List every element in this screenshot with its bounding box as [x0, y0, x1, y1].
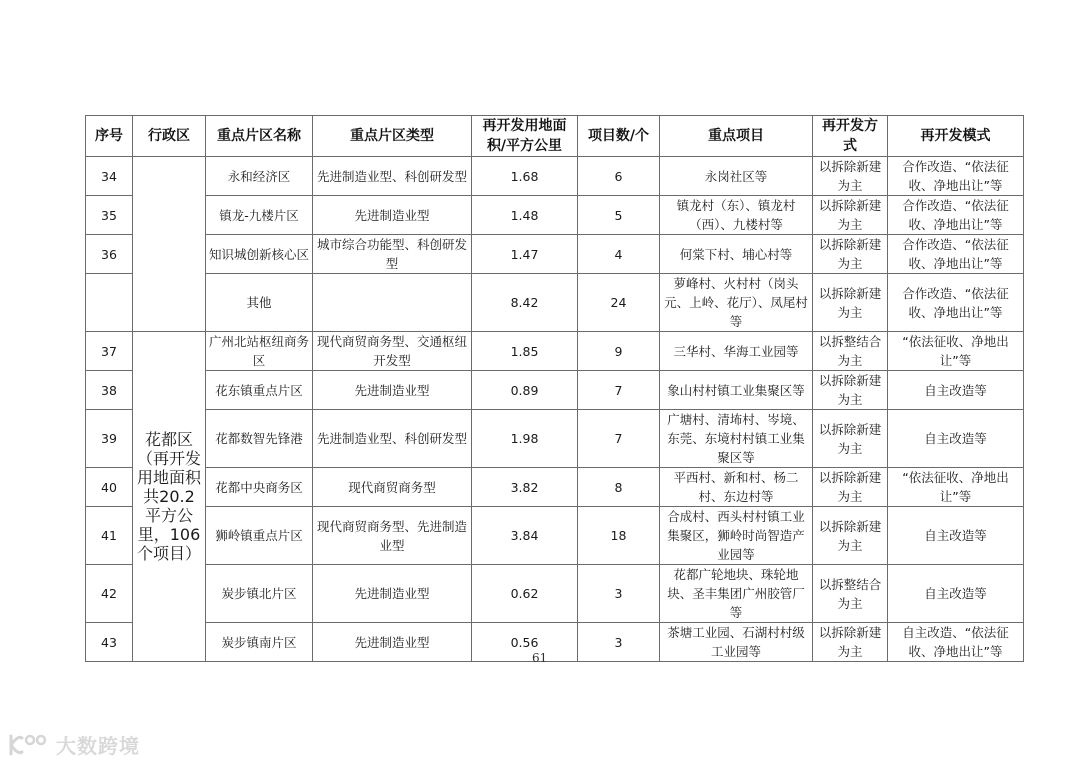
cell-area: 0.56 [472, 623, 578, 662]
cell-mode: 合作改造、“依法征收、净地出让”等 [888, 235, 1024, 274]
cell-mode: 自主改造等 [888, 565, 1024, 623]
header-district: 行政区 [133, 116, 206, 157]
cell-projects: 合成村、西头村村镇工业集聚区，狮岭时尚智造产业园等 [660, 507, 813, 565]
cell-area: 1.48 [472, 196, 578, 235]
cell-mode: 合作改造、“依法征收、净地出让”等 [888, 196, 1024, 235]
cell-area: 1.68 [472, 157, 578, 196]
cell-projects: 花都广轮地块、珠轮地块、圣丰集团广州胶管厂等 [660, 565, 813, 623]
cell-method: 以拆除新建为主 [813, 410, 888, 468]
cell-name: 炭步镇北片区 [206, 565, 313, 623]
cell-projects: 象山村村镇工业集聚区等 [660, 371, 813, 410]
cell-method: 以拆除新建为主 [813, 235, 888, 274]
cell-projects: 广塘村、清㘵村、岑境、东莞、东境村村镇工业集聚区等 [660, 410, 813, 468]
cell-area: 0.89 [472, 371, 578, 410]
cell-name: 永和经济区 [206, 157, 313, 196]
cell-no: 40 [86, 468, 133, 507]
cell-area: 8.42 [472, 274, 578, 332]
cell-count: 3 [578, 623, 660, 662]
header-zone-name: 重点片区名称 [206, 116, 313, 157]
cell-area: 1.98 [472, 410, 578, 468]
watermark-text: 大数跨境 [56, 734, 140, 758]
cell-projects: 三华村、华海工业园等 [660, 332, 813, 371]
header-method: 再开发方式 [813, 116, 888, 157]
table-row [86, 235, 1024, 274]
cell-name: 其他 [206, 274, 313, 332]
cell-type: 现代商贸商务型、交通枢纽开发型 [313, 332, 472, 371]
cell-name: 花东镇重点片区 [206, 371, 313, 410]
cell-district-empty [133, 157, 206, 332]
cell-mode: “依法征收、净地出让”等 [888, 468, 1024, 507]
cell-type: 先进制造业型 [313, 565, 472, 623]
cell-name: 广州北站枢纽商务区 [206, 332, 313, 371]
header-projects: 重点项目 [660, 116, 813, 157]
watermark [8, 730, 140, 759]
table-row [86, 565, 1024, 623]
cell-projects: 萝峰村、火村村（岗头元、上岭、花厅）、凤尾村等 [660, 274, 813, 332]
cell-method: 以拆整结合为主 [813, 565, 888, 623]
cell-type: 先进制造业型、科创研发型 [313, 157, 472, 196]
cell-type: 先进制造业型 [313, 623, 472, 662]
cell-count: 18 [578, 507, 660, 565]
cell-count: 9 [578, 332, 660, 371]
cell-area: 1.85 [472, 332, 578, 371]
cell-name: 花都中央商务区 [206, 468, 313, 507]
cell-count: 6 [578, 157, 660, 196]
page-number: 61 [532, 651, 548, 665]
header-no: 序号 [86, 116, 133, 157]
cell-type: 现代商贸商务型、先进制造业型 [313, 507, 472, 565]
cell-method: 以拆除新建为主 [813, 157, 888, 196]
cell-type: 先进制造业型 [313, 196, 472, 235]
cell-type: 现代商贸商务型 [313, 468, 472, 507]
table-header-row [86, 116, 1024, 157]
cell-name: 镇龙-九楼片区 [206, 196, 313, 235]
cell-no: 38 [86, 371, 133, 410]
cell-method: 以拆除新建为主 [813, 507, 888, 565]
cell-method: 以拆除新建为主 [813, 274, 888, 332]
cell-method: 以拆除新建为主 [813, 623, 888, 662]
cell-no: 42 [86, 565, 133, 623]
cell-area: 0.62 [472, 565, 578, 623]
cell-no: 36 [86, 235, 133, 274]
cell-mode: 自主改造等 [888, 371, 1024, 410]
cell-area: 1.47 [472, 235, 578, 274]
table-row [86, 196, 1024, 235]
table-row [86, 410, 1024, 468]
cell-name: 狮岭镇重点片区 [206, 507, 313, 565]
cell-mode: “依法征收、净地出让”等 [888, 332, 1024, 371]
header-zone-type: 重点片区类型 [313, 116, 472, 157]
cell-count: 7 [578, 371, 660, 410]
kuajing-logo-icon [8, 732, 50, 758]
cell-count: 5 [578, 196, 660, 235]
cell-name: 炭步镇南片区 [206, 623, 313, 662]
cell-projects: 茶塘工业园、石湖村村级工业园等 [660, 623, 813, 662]
table-row [86, 507, 1024, 565]
cell-area: 3.84 [472, 507, 578, 565]
cell-district-huadu: 花都区（再开发用地面积共20.2平方公里，106个项目） [133, 332, 206, 662]
cell-type: 先进制造业型 [313, 371, 472, 410]
cell-mode: 自主改造、“依法征收、净地出让”等 [888, 623, 1024, 662]
cell-no: 35 [86, 196, 133, 235]
header-mode: 再开发模式 [888, 116, 1024, 157]
header-area: 再开发用地面积/平方公里 [472, 116, 578, 157]
cell-method: 以拆除新建为主 [813, 371, 888, 410]
cell-no: 41 [86, 507, 133, 565]
cell-type: 先进制造业型、科创研发型 [313, 410, 472, 468]
table-row [86, 371, 1024, 410]
cell-name: 知识城创新核心区 [206, 235, 313, 274]
cell-method: 以拆除新建为主 [813, 468, 888, 507]
cell-projects: 镇龙村（东）、镇龙村（西）、九楼村等 [660, 196, 813, 235]
cell-area: 3.82 [472, 468, 578, 507]
cell-method: 以拆除新建为主 [813, 196, 888, 235]
cell-count: 24 [578, 274, 660, 332]
cell-count: 3 [578, 565, 660, 623]
table-row [86, 623, 1024, 662]
table-row [86, 157, 1024, 196]
cell-type [313, 274, 472, 332]
header-count: 项目数/个 [578, 116, 660, 157]
cell-type: 城市综合功能型、科创研发型 [313, 235, 472, 274]
cell-count: 8 [578, 468, 660, 507]
table-row [86, 468, 1024, 507]
cell-mode: 合作改造、“依法征收、净地出让”等 [888, 274, 1024, 332]
cell-mode: 自主改造等 [888, 507, 1024, 565]
cell-no [86, 274, 133, 332]
cell-mode: 合作改造、“依法征收、净地出让”等 [888, 157, 1024, 196]
redevelopment-table [85, 115, 1024, 662]
cell-projects: 永岗社区等 [660, 157, 813, 196]
cell-no: 37 [86, 332, 133, 371]
cell-projects: 平西村、新和村、杨二村、东边村等 [660, 468, 813, 507]
cell-method: 以拆整结合为主 [813, 332, 888, 371]
table-row [86, 274, 1024, 332]
cell-no: 34 [86, 157, 133, 196]
cell-count: 4 [578, 235, 660, 274]
table-row [86, 332, 1024, 371]
cell-count: 7 [578, 410, 660, 468]
cell-projects: 何棠下村、埔心村等 [660, 235, 813, 274]
cell-name: 花都数智先锋港 [206, 410, 313, 468]
cell-no: 39 [86, 410, 133, 468]
cell-no: 43 [86, 623, 133, 662]
cell-mode: 自主改造等 [888, 410, 1024, 468]
